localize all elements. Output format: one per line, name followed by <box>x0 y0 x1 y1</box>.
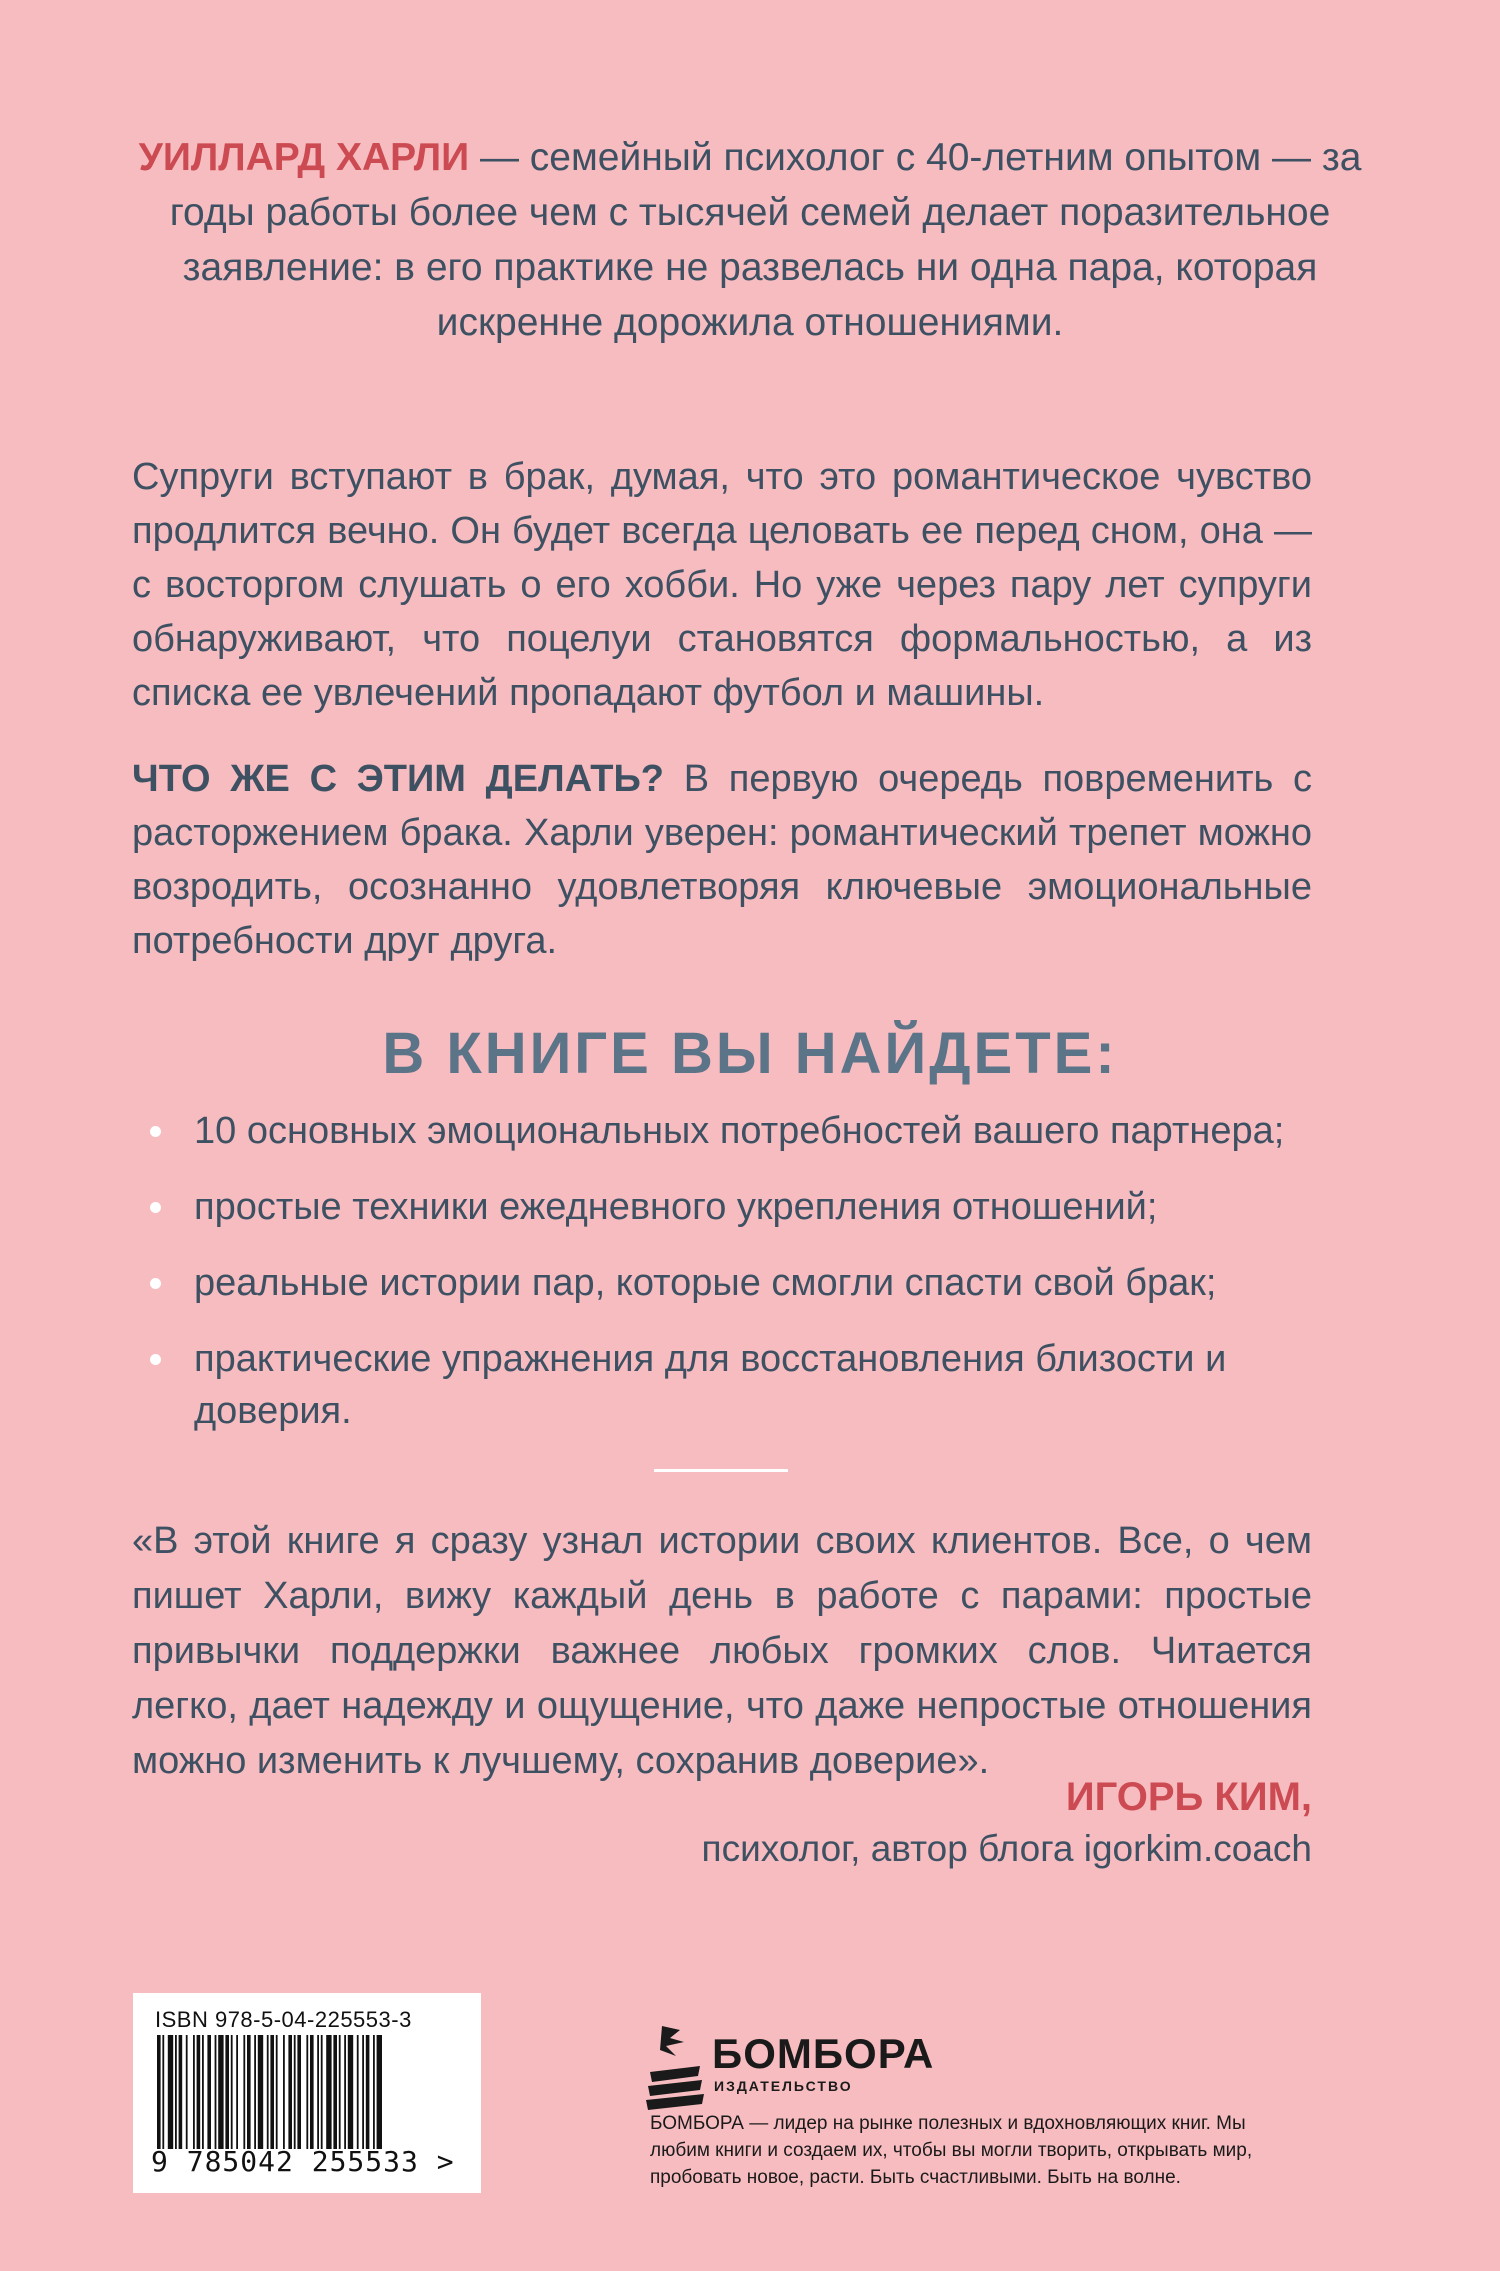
barcode-icon <box>157 2035 457 2149</box>
question-lead: ЧТО ЖЕ С ЭТИМ ДЕЛАТЬ? <box>132 758 665 800</box>
reviewer-role: психолог, автор блога igorkim.coach <box>701 1828 1312 1869</box>
review-quote: «В этой книге я сразу узнал истории своих клиентов. Все, о чем пишет Харли, вижу каждый день в работе с парами: простые привычки поддержки важнее любых громких слов. Читается легко, дает надежду и ощущение, что даже непростые отношения можно изменить к лучшему, сохранив доверие». <box>132 1520 1312 1782</box>
publisher-description: БОМБОРА — лидер на рынке полезных и вдохновляющих книг. Мы любим книги и создаем их, чтобы вы могли творить, открывать мир, пробовать новое, расти. Быть счастливыми. Быть на волне. <box>650 2113 1253 2188</box>
barcode-panel <box>133 1993 481 2193</box>
list-item: практические упражнения для восстановления близости и доверия. <box>150 1333 1330 1437</box>
barcode-digits: 9 785042 255533 > <box>151 2145 455 2178</box>
publisher-name: БОМБОРА <box>712 2030 935 2077</box>
publisher-sub: ИЗДАТЕЛЬСТВО <box>714 2078 853 2094</box>
reviewer-name: ИГОРЬ КИМ, <box>1065 1775 1312 1819</box>
intro-paragraph <box>110 130 1390 350</box>
list-item: 10 основных эмоциональных потребностей вашего партнера; <box>150 1105 1330 1157</box>
list-item: реальные истории пар, которые смогли спасти свой брак; <box>150 1257 1330 1309</box>
section-title: В КНИГЕ ВЫ НАЙДЕТЕ: <box>382 1021 1118 1086</box>
question-paragraph <box>132 752 1312 968</box>
divider <box>654 1469 788 1472</box>
intro-text: — семейный психолог с 40-летним опытом — за годы работы более чем с тысячей семей делает поразительное заявление: в его практике не развелась ни одна пара, которая искренне дорожила отношениями. <box>169 136 1362 344</box>
author-name-highlight: УИЛЛАРД ХАРЛИ <box>138 136 470 179</box>
list-item: простые техники ежедневного укрепления отношений; <box>150 1181 1330 1233</box>
description-paragraph: Супруги вступают в брак, думая, что это романтическое чувство продлится вечно. Он будет всегда целовать ее перед сном, она — с восторгом слушать о его хобби. Но уже через пару лет супруги обнаруживают, что поцелуи становятся формальностью, а из списка ее увлечений пропадают футбол и машины. <box>132 456 1312 714</box>
isbn-label: ISBN 978-5-04-225553-3 <box>155 2007 412 2032</box>
question-text: В первую очередь повременить с расторжением брака. Харли уверен: романтический трепет можно возродить, осознанно удовлетворяя ключевые эмоциональные потребности друг друга. <box>132 758 1312 962</box>
bullet-list <box>150 1105 1330 1461</box>
